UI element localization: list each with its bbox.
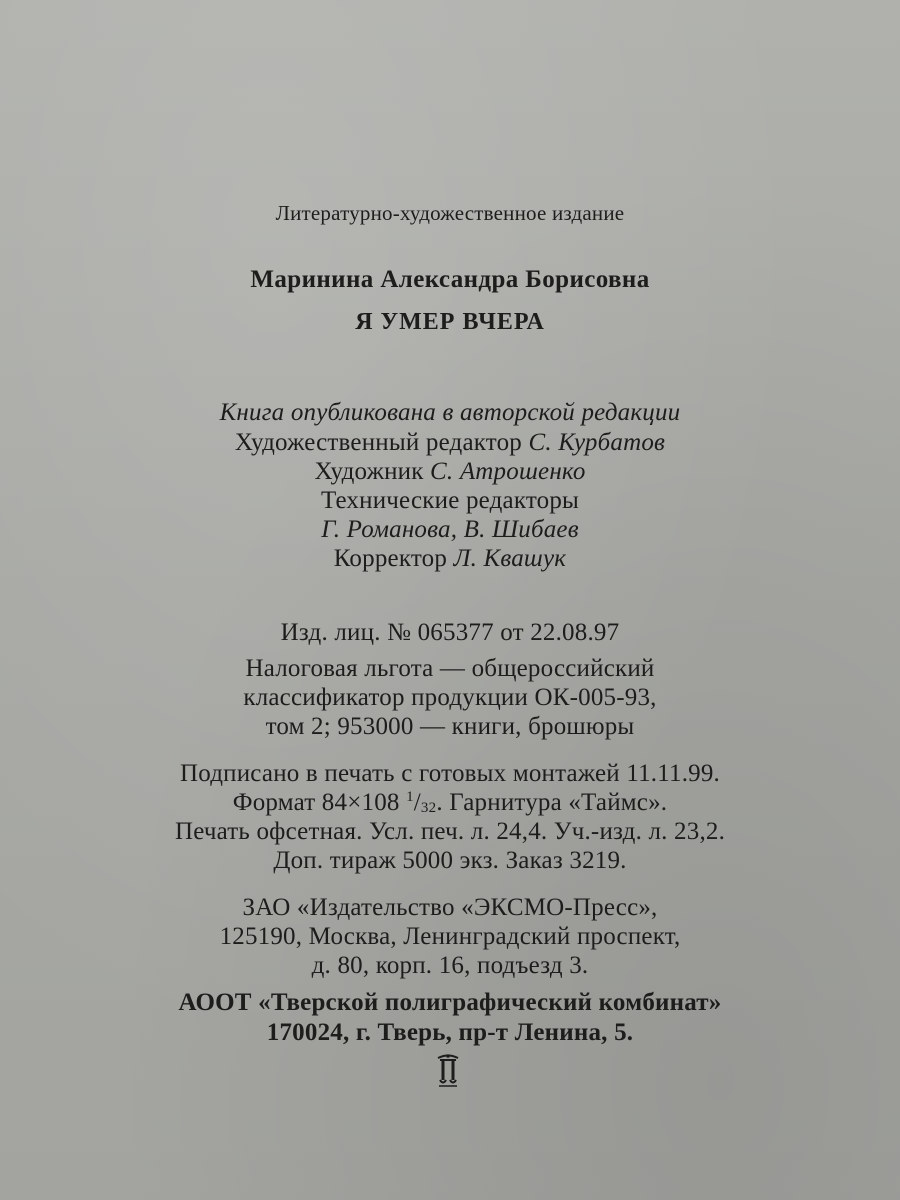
print-signed: Подписано в печать с готовых монтажей 11.11.99. xyxy=(179,760,721,787)
publisher-line-1: ЗАО «Издательство «ЭКСМО-Пресс», xyxy=(242,894,658,921)
printer-line-2: 170024, г. Тверь, пр-т Ленина, 5. xyxy=(266,1019,634,1046)
edition-type: Литературно-художественное издание xyxy=(275,201,625,225)
publisher-line-3: д. 80, корп. 16, подъезд 3. xyxy=(311,952,589,979)
credits-tech-editors-names: Г. Романова, В. Шибаев xyxy=(321,516,579,543)
tax-line-2: классификатор продукции ОК-005-93, xyxy=(243,684,657,711)
book-title: Я УМЕР ВЧЕРА xyxy=(355,309,545,335)
print-method: Печать офсетная. Усл. печ. л. 24,4. Уч.-изд. л. 23,2. xyxy=(174,818,726,845)
tax-line-1: Налоговая льгота — общероссийский xyxy=(245,655,655,682)
author-name: Маринина Александра Борисовна xyxy=(250,266,650,293)
credits-tech-editors-label: Технические редакторы xyxy=(320,487,580,514)
credits-art-editor: Художественный редактор С. Курбатов xyxy=(234,429,666,456)
print-format: Формат 84×108 $^1/_{32}$. Гарнитура «Таймс». xyxy=(232,789,668,816)
credits-artist: Художник С. Атрошенко xyxy=(314,458,586,485)
tverskoy-printing-logo-icon xyxy=(434,1052,462,1088)
publisher-license: Изд. лиц. № 065377 от 22.08.97 xyxy=(280,619,620,646)
print-circulation: Доп. тираж 5000 экз. Заказ 3219. xyxy=(273,847,627,874)
tax-line-3: том 2; 953000 — книги, брошюры xyxy=(265,713,635,740)
credits-note: Книга опубликована в авторской редакции xyxy=(219,399,681,426)
publisher-line-2: 125190, Москва, Ленинградский проспект, xyxy=(219,923,681,950)
credits-proofreader: Корректор Л. Квашук xyxy=(333,545,567,572)
printer-line-1: АООТ «Тверской полиграфический комбинат» xyxy=(178,989,722,1016)
